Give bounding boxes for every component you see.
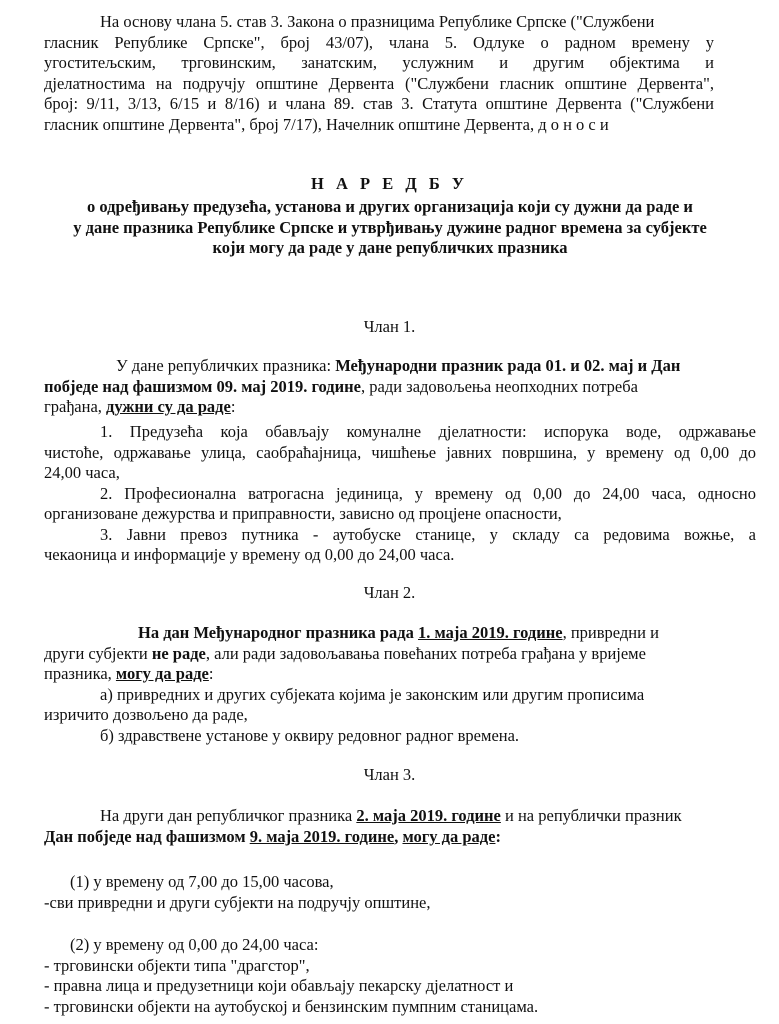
list-item-line: 1. Предузећа која обављају комуналне дјелатности: испорука воде, одржавање — [100, 422, 756, 441]
article-1-heading: Члан 1. — [363, 317, 416, 336]
may-2-date: 2. маја 2019. године — [356, 806, 501, 825]
article-3-text: На други дан републичког празника — [100, 806, 357, 825]
preamble-line: На основу члана 5. став 3. Закона о празницима Републике Српске ("Службени — [100, 12, 655, 31]
article-2-heading: Члан 2. — [363, 583, 416, 602]
may-work: могу да раде — [115, 664, 209, 683]
article-1-intro — [44, 356, 756, 418]
group-line: -сви привредни и други субјекти на подручју општине, — [44, 892, 431, 912]
article-2-text: , привредни и — [562, 623, 659, 642]
article-2-text: : — [208, 664, 214, 683]
document-title: Н А Р Е Д Б У — [311, 174, 468, 193]
preamble — [44, 12, 714, 135]
article-3-text: , — [394, 826, 403, 846]
victory-day-text: Дан побједе над фашизмом — [44, 826, 250, 846]
article-2-text: празника, — [44, 664, 116, 683]
subtitle-line: о одређивању предузећа, установа и других организација који су дужни да раде и — [87, 197, 693, 216]
list-item-line: организоване дежурства и приправности, зависно од процјене опасности, — [44, 504, 562, 523]
group-line: - трговински објекти типа "драгстор", — [44, 955, 310, 975]
group-line: - правна лица и предузетници који обављају пекарску дјелатност и — [44, 976, 514, 995]
preamble-line: дјелатностима на подручју општине Дервента ("Службени гласник општине Дервента", — [44, 73, 714, 93]
may-9-date: 9. маја 2019. године — [249, 826, 395, 846]
subtitle-line: у дане празника Републике Српске и утврђивању дужине радног времена за субјекте — [73, 217, 707, 237]
article-2-line — [44, 644, 724, 665]
article-1-intro-line — [44, 377, 756, 398]
may-1-date: 1. маја 2019. године — [418, 623, 563, 642]
list-item-line: 24,00 часа, — [44, 463, 120, 482]
group-line: - трговински објекти на аутобуској и бензинским пумпним станицама. — [44, 996, 539, 1016]
intro-text: , ради задовољења неопходних потреба — [361, 376, 638, 396]
intro-text: грађана, — [44, 397, 107, 416]
article-1-intro-line — [44, 356, 756, 377]
article-1-intro-line — [44, 397, 756, 418]
document-subtitle — [40, 197, 740, 259]
article-3-heading: Члан 3. — [363, 765, 416, 784]
article-3-group-2 — [44, 935, 756, 1017]
preamble-line: број: 9/11, 3/13, 6/15 и 8/16) и члана 89. став 3. Статута општине Дервента ("Службени — [44, 94, 714, 113]
article-3-text: и на републички празник — [500, 806, 682, 825]
may-day-text: На дан Међународног празника рада — [138, 623, 419, 642]
article-3-text: : — [495, 826, 501, 846]
article-3-group-1 — [44, 872, 756, 913]
list-item-line: 3. Јавни превоз путника - аутобуске станице, у складу са редовима вожње, а — [100, 524, 756, 544]
article-2-paragraph — [44, 623, 724, 746]
intro-text: У дане републичких празника: — [116, 356, 336, 375]
list-item-line: изричито дозвољено да раде, — [44, 705, 248, 724]
article-1-items — [44, 422, 756, 566]
list-item-line: чекаоница и информације у времену од 0,00 до 24,00 часа. — [44, 545, 455, 564]
article-2-line — [44, 623, 724, 644]
not-working: не раде — [151, 643, 206, 663]
preamble-line: гласник општине Дервента", број 7/17), Начелник општине Дервента, д о н о с и — [44, 114, 609, 134]
article-3-line — [44, 827, 756, 848]
list-item-line: б) здравствене установе у оквиру редовног радног времена. — [100, 725, 520, 745]
intro-holidays: Међународни празник рада 01. и 02. мај и Дан — [335, 356, 681, 375]
intro-obligation: дужни су да раде — [106, 397, 231, 416]
may-work: могу да раде — [402, 826, 496, 846]
group-line: (1) у времену од 7,00 до 15,00 часова, — [70, 872, 334, 891]
subtitle-line: који могу да раде у дане републичких празника — [212, 238, 568, 257]
preamble-line: гласник Републике Српске", број 43/07), члана 5. Одлуке о радном времену у — [44, 32, 714, 52]
preamble-line: угоститељским, трговинским, занатским, услужним и другим објектима и — [44, 53, 714, 72]
article-3-line — [44, 806, 756, 827]
list-item-line: чистоће, одржавање улица, саобраћајница, чишћење јавних површина, у времену од 0,00 до — [44, 442, 756, 462]
article-2-text: , али ради задовољавања повећаних потреба грађана у вријеме — [205, 643, 646, 663]
list-item-line: 2. Професионална ватрогасна јединица, у времену од 0,00 до 24,00 часа, односно — [100, 483, 756, 503]
intro-victory-day: побједе над фашизмом 09. мај 2019. године — [44, 376, 361, 396]
article-2-line — [44, 664, 724, 685]
group-line: (2) у времену од 0,00 до 24,00 часа: — [70, 935, 319, 954]
intro-text: : — [230, 397, 236, 416]
list-item-line: а) привредних и других субјеката којима је законским или другим прописима — [100, 684, 645, 704]
article-2-text: други субјекти — [44, 643, 152, 663]
article-3-paragraph — [44, 806, 756, 847]
